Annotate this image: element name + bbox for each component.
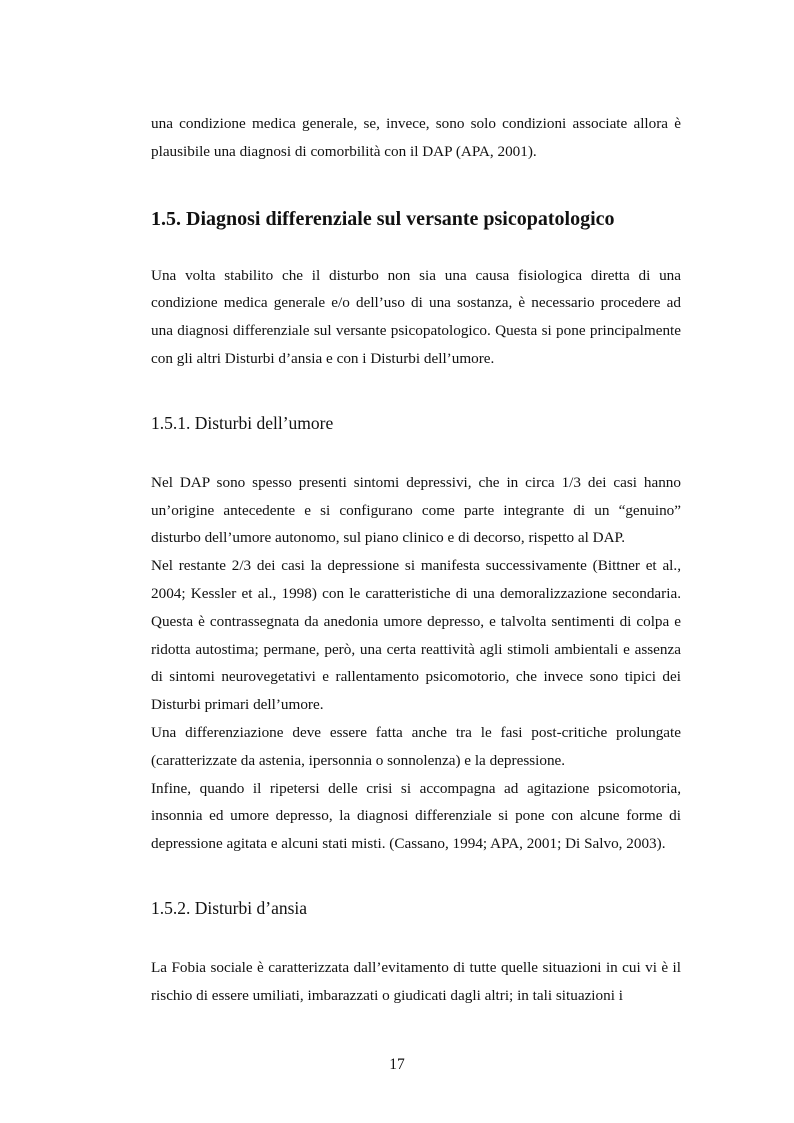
document-page [151,110,681,1010]
paragraph: Una differenziazione deve essere fatta anche tra le fasi post-critiche prolungate (caratterizzate da astenia, ipersonnia o sonnolenza) e la depressione. [151,723,681,769]
section-heading: 1.5. Diagnosi differenziale sul versante psicopatologico [151,207,615,230]
paragraph: La Fobia sociale è caratterizzata dall’evitamento di tutte quelle situazioni in cui vi è il rischio di essere umiliati, imbarazzati o giudicati dagli altri; in tali situazioni i [151,958,681,1004]
paragraph: Nel DAP sono spesso presenti sintomi depressivi, che in circa 1/3 dei casi hanno un’origine antecedente e si configurano come parte integrante di un “genuino” disturbo dell’umore autonomo, sul piano clinico e di decorso, rispetto al DAP. [151,473,681,547]
paragraph: Nel restante 2/3 dei casi la depressione si manifesta successivamente (Bittner et al., 2004; Kessler et al., 1998) con le caratteristiche di una demoralizzazione secondaria. Questa è contrassegnata da anedonia umore depresso, e talvolta sentimenti di colpa e ridotta autostima; permane, però, una certa reattività agli stimoli ambientali e assenza di sintomi neurovegetativi e rallentamento psicomotorio, che invece sono tipici dei Disturbi primari dell’umore. [151,557,681,714]
paragraph-continuation: una condizione medica generale, se, invece, sono solo condizioni associate allora è plausibile una diagnosi di comorbilità con il DAP (APA, 2001). [151,115,681,160]
section-intro-paragraph: Una volta stabilito che il disturbo non sia una causa fisiologica diretta di una condizione medica generale e/o dell’uso di una sostanza, è necessario procedere ad una diagnosi differenziale sul versante psicopatologico. Questa si pone principalmente con gli altri Disturbi d’ansia e con i Disturbi dell’umore. [151,266,681,367]
paragraph: Infine, quando il ripetersi delle crisi si accompagna ad agitazione psicomotoria, insonnia ed umore depresso, la diagnosi differenziale si pone con alcune forme di depressione agitata e alcuni stati misti. (Cassano, 1994; APA, 2001; Di Salvo, 2003). [151,779,681,853]
subsection-heading-mood-disorders: 1.5.1. Disturbi dell’umore [151,412,334,433]
subsection-heading-anxiety-disorders: 1.5.2. Disturbi d’ansia [151,897,308,918]
page-number: 17 [389,1056,405,1073]
